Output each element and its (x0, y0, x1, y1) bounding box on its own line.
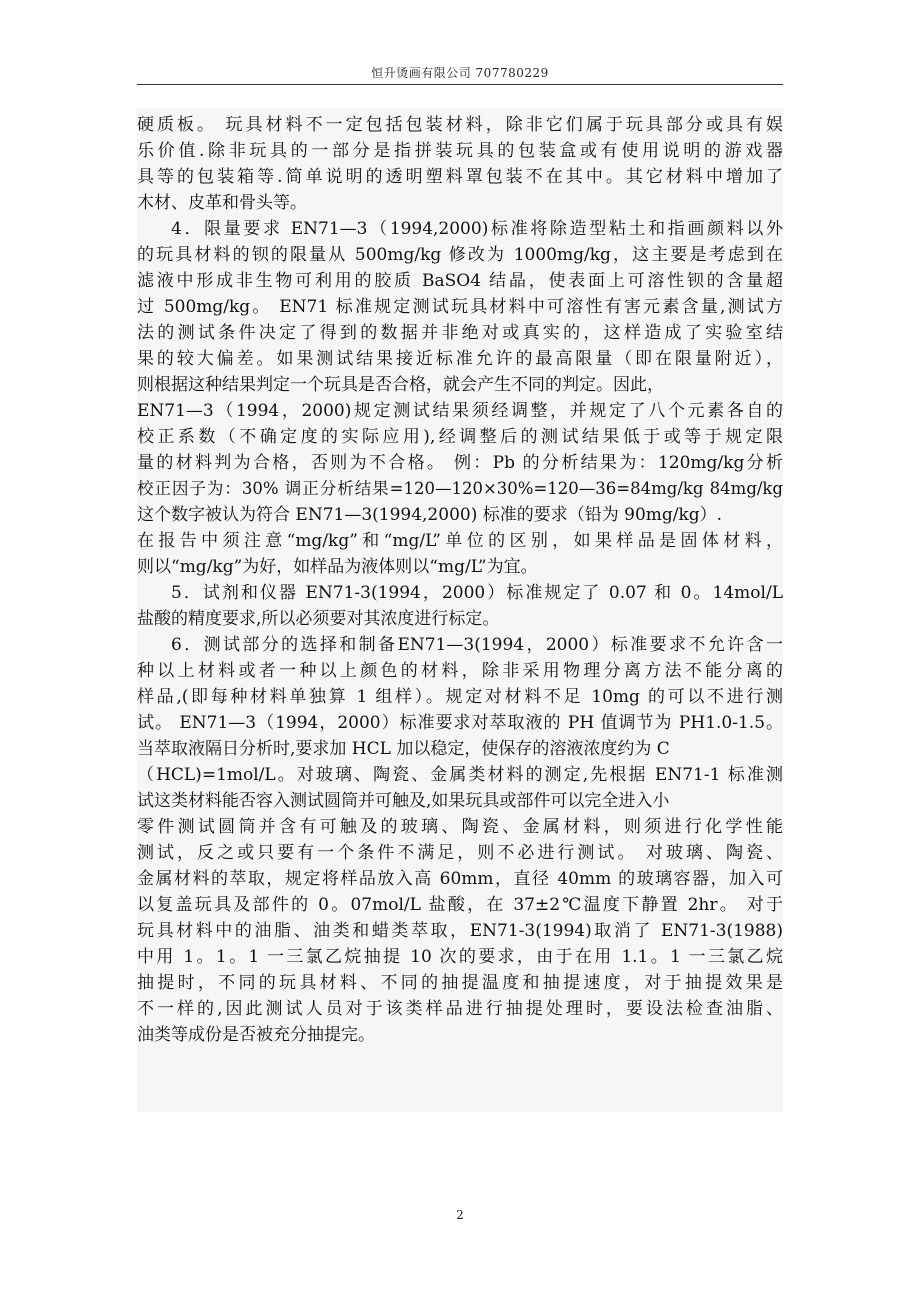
body-line: 则以“mg/kg”为好，如样品为液体则以“mg/L”为宜。 (137, 557, 538, 577)
body-line: 中用 1。1。1 一三氯乙烷抽提 10 次的要求，由于在用 1.1。1 一三氯乙烷 (137, 947, 783, 967)
document-body (137, 108, 783, 1112)
body-line: 这个数字被认为符合 EN71—3(1994,2000) 标准的要求（铅为 90mg/kg）. (137, 505, 723, 525)
body-line: 滤液中形成非生物可利用的胶质 BaSO4 结晶，使表面上可溶性钡的含量超 (137, 271, 783, 291)
body-line: 校正系数（不确定度的实际应用),经调整后的测试结果低于或等于规定限 (137, 427, 783, 447)
body-line: EN71—3（1994，2000)规定测试结果须经调整，并规定了八个元素各自的 (137, 401, 783, 421)
body-line: 量的材料判为合格，否则为不合格。 例：Pb 的分析结果为：120mg/kg分析 (137, 453, 783, 473)
body-line: 零件测试圆筒并含有可触及的玻璃、陶瓷、金属材料，则须进行化学性能 (137, 817, 783, 837)
body-line: 校正因子为：30% 调正分析结果=120—120×30%=120—36=84mg/kg 84mg/kg (137, 479, 783, 498)
body-line: 测试，反之或只要有一个条件不满足，则不必进行测试。 对玻璃、陶瓷、 (137, 843, 783, 863)
body-line: 硬质板。 玩具材料不一定包括包装材料，除非它们属于玩具部分或具有娱 (137, 115, 783, 135)
body-line: 试。 EN71—3（1994，2000）标准要求对萃取液的 PH 值调节为 PH1.0-1.5。 (137, 713, 783, 733)
body-line: 在报告中须注意“mg/kg”和“mg/L”单位的区别，如果样品是固体材料， (137, 531, 783, 551)
body-line: 不一样的,因此测试人员对于该类样品进行抽提处理时，要设法检查油脂、 (137, 999, 783, 1019)
body-line: 乐价值.除非玩具的一部分是指拼装玩具的包装盒或有使用说明的游戏器 (137, 141, 783, 161)
body-line: 抽提时，不同的玩具材料、不同的抽提温度和抽提速度，对于抽提效果是 (137, 973, 783, 993)
page-header: 恒升烫画有限公司 707780229 (371, 66, 549, 80)
body-line: 果的较大偏差。如果测试结果接近标准允许的最高限量（即在限量附近）， (137, 349, 783, 369)
body-line: 具等的包装箱等.简单说明的透明塑料罩包装不在其中。其它材料中增加了 (137, 167, 783, 187)
page-number: 2 (456, 1208, 464, 1222)
body-line: 金属材料的萃取，规定将样品放入高 60mm，直径 40mm 的玻璃容器，加入可 (137, 869, 783, 889)
body-line: 以复盖玩具及部件的 0。07mol/L 盐酸，在 37±2℃温度下静置 2hr。 对于 (137, 895, 783, 915)
body-line-section-5: 5．试剂和仪器 EN71-3(1994，2000）标准规定了 0.07 和 0。14mol/L (171, 583, 783, 603)
body-line: 玩具材料中的油脂、油类和蜡类萃取，EN71-3(1994)取消了 EN71-3(1988) (137, 921, 783, 941)
body-line: 法的测试条件决定了得到的数据并非绝对或真实的，这样造成了实验室结 (137, 323, 783, 343)
body-line: 过 500mg/kg。 EN71 标准规定测试玩具材料中可溶性有害元素含量,测试方 (137, 297, 783, 317)
body-line: 样品,(即每种材料单独算 1 组样）。规定对材料不足 10mg 的可以不进行测 (137, 687, 783, 707)
body-line: 当萃取液隔日分析时,要求加 HCL 加以稳定，使保存的溶液浓度约为 C (137, 739, 670, 759)
body-line: 的玩具材料的钡的限量从 500mg/kg 修改为 1000mg/kg，这主要是考虑到在 (137, 245, 783, 265)
body-line: 试这类材料能否容入测试圆筒并可触及,如果玩具或部件可以完全进入小 (137, 791, 670, 811)
header-rule (137, 84, 783, 85)
body-line-section-6: 6．测试部分的选择和制备EN71—3(1994，2000）标准要求不允许含一 (171, 635, 783, 655)
body-line: 木材、皮革和骨头等。 (137, 193, 307, 213)
body-line: 油类等成份是否被充分抽提完。 (137, 1025, 375, 1045)
body-line-section-4: 4．限量要求 EN71—3（1994,2000)标准将除造型粘土和指画颜料以外 (171, 219, 783, 239)
body-line: 则根据这种结果判定一个玩具是否合格，就会产生不同的判定。因此， (137, 375, 664, 395)
body-line: 种以上材料或者一种以上颜色的材料，除非采用物理分离方法不能分离的 (137, 661, 783, 681)
body-line: （HCL)=1mol/L。对玻璃、陶瓷、金属类材料的测定,先根据 EN71-1 标准测 (137, 765, 783, 785)
body-line: 盐酸的精度要求,所以必须要对其浓度进行标定。 (137, 609, 500, 629)
